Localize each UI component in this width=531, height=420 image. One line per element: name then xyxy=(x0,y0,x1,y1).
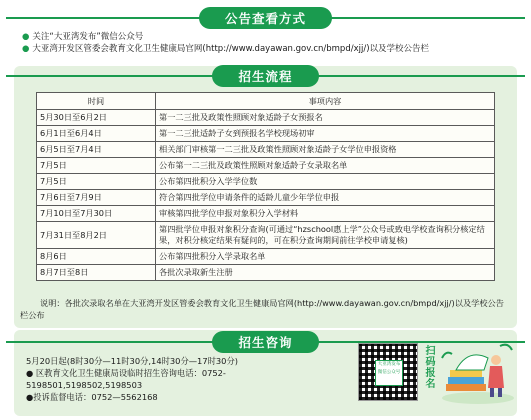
section-header-announcement xyxy=(0,8,531,28)
cell-content: 公布第四批积分入学学位数 xyxy=(156,174,495,190)
table-row xyxy=(37,249,495,265)
cell-time: 5月30日至6月2日 xyxy=(37,110,156,126)
qr-code[interactable] xyxy=(358,343,418,401)
table-row xyxy=(37,142,495,158)
list-item: ● 关注“大亚湾发布”微信公众号 xyxy=(22,32,144,42)
cell-time: 7月10日至7月30日 xyxy=(37,206,156,222)
cell-time: 6月5日至7月4日 xyxy=(37,142,156,158)
bullet-icon: ● xyxy=(22,32,30,42)
cell-content: 第一二三批适龄子女到预报名学校现场初审 xyxy=(156,126,495,142)
qr-caption: 大亚湾发布微信公众号 xyxy=(375,360,403,386)
cell-time: 7月5日 xyxy=(37,158,156,174)
cell-time: 8月6日 xyxy=(37,249,156,265)
table-row xyxy=(37,126,495,142)
cell-content: 审核第四批学位申报对象积分入学材料 xyxy=(156,206,495,222)
books-illustration-icon xyxy=(438,338,516,406)
table-row xyxy=(37,190,495,206)
cell-time: 7月31日至8月2日 xyxy=(37,222,156,249)
consult-phone: ● 区教育文化卫生健康局设临时招生咨询电话：0752- xyxy=(26,368,226,378)
section-title: 招生咨询 xyxy=(212,331,318,353)
cell-content: 第四批学位申报对象积分查询(可通过“hzschool惠上学”公众号或致电学校查询积分核定结果，对积分核定结果有疑问的，可在积分查询期间前往学校申请复核) xyxy=(156,222,495,249)
table-row xyxy=(37,174,495,190)
note-text: 说明：各批次录取名单在大亚湾开发区管委会教育文化卫生健康局官网(http://www.dayawan.gov.cn/bmpd/xjj/)以及学校公告栏公布 xyxy=(20,298,504,320)
consult-hours: 5月20日起(8时30分—11时30分,14时30分—17时30分) xyxy=(26,356,238,366)
complaint-phone: ●投诉监督电话：0752—5562168 xyxy=(26,392,158,402)
table-row xyxy=(37,158,495,174)
schedule-table xyxy=(36,92,495,281)
cell-content: 公布第四批积分入学录取名单 xyxy=(156,249,495,265)
consult-phone-numbers: 5198501,5198502,5198503 xyxy=(26,380,143,390)
table-row xyxy=(37,222,495,249)
table-row xyxy=(37,265,495,281)
cell-content: 相关部门审核第一二三批及政策性照顾对象适龄子女学位申报资格 xyxy=(156,142,495,158)
cell-content: 各批次录取新生注册 xyxy=(156,265,495,281)
section-title: 公告查看方式 xyxy=(199,7,332,29)
cell-content: 公布第一二三批及政策性照顾对象适龄子女录取名单 xyxy=(156,158,495,174)
list-item: ● 大亚湾开发区管委会教育文化卫生健康局官网(http://www.dayawan.gov.cn/bmpd/xjj/)以及学校公告栏 xyxy=(22,44,430,54)
bullet-icon: ● xyxy=(22,44,30,54)
cell-time: 7月6日至7月9日 xyxy=(37,190,156,206)
cell-content: 第一二三批及政策性照顾对象适龄子女预报名 xyxy=(156,110,495,126)
cell-time: 7月5日 xyxy=(37,174,156,190)
table-header-row xyxy=(37,93,495,110)
cell-content: 符合第四批学位申请条件的适龄儿童少年学位申报 xyxy=(156,190,495,206)
column-header-content: 事项内容 xyxy=(156,93,495,110)
column-header-time: 时间 xyxy=(37,93,156,110)
table-row xyxy=(37,110,495,126)
cell-time: 6月1日至6月4日 xyxy=(37,126,156,142)
cell-time: 8月7日至8日 xyxy=(37,265,156,281)
section-header-process xyxy=(0,66,531,86)
section-title: 招生流程 xyxy=(212,65,318,87)
scan-label: 扫码报名 xyxy=(423,345,434,389)
table-row xyxy=(37,206,495,222)
